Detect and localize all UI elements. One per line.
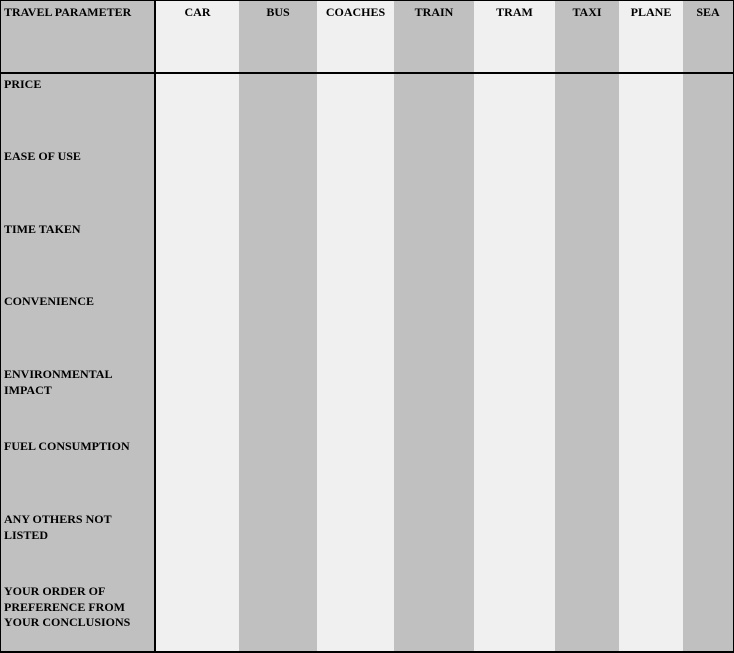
row-label-time-taken: TIME TAKEN: [4, 222, 81, 236]
column-header-plane: PLANE: [630, 5, 672, 19]
column-header-tram: TRAM: [496, 5, 533, 19]
row-label-ease-of-use: EASE OF USE: [4, 149, 81, 163]
column-band-coaches: [317, 1, 394, 651]
column-header-car: CAR: [184, 5, 211, 19]
row-label-order-of-preference: YOUR ORDER OF PREFERENCE FROM YOUR CONCLUSIONS: [4, 584, 131, 629]
column-band-train: [394, 1, 474, 651]
header-divider: [1, 72, 733, 74]
row-label-environmental-impact: ENVIRONMENTAL IMPACT: [4, 367, 112, 397]
column-band-bus: [239, 1, 317, 651]
column-header-sea: SEA: [696, 5, 720, 19]
corner-header: TRAVEL PARAMETER: [4, 5, 132, 19]
column-header-coaches: COACHES: [325, 5, 386, 19]
row-label-fuel-consumption: FUEL CONSUMPTION: [4, 439, 130, 453]
column-band-sea: [683, 1, 733, 651]
column-header-taxi: TAXI: [572, 5, 602, 19]
column-band-tram: [474, 1, 555, 651]
parameter-divider: [154, 1, 156, 651]
column-header-bus: BUS: [266, 5, 290, 19]
parameter-column: [1, 1, 154, 651]
column-band-car: [156, 1, 239, 651]
row-label-price: PRICE: [4, 77, 42, 91]
row-label-convenience: CONVENIENCE: [4, 294, 95, 308]
column-header-train: TRAIN: [414, 5, 454, 19]
column-band-taxi: [555, 1, 619, 651]
column-band-plane: [619, 1, 683, 651]
row-label-any-others: ANY OTHERS NOT LISTED: [4, 512, 112, 542]
